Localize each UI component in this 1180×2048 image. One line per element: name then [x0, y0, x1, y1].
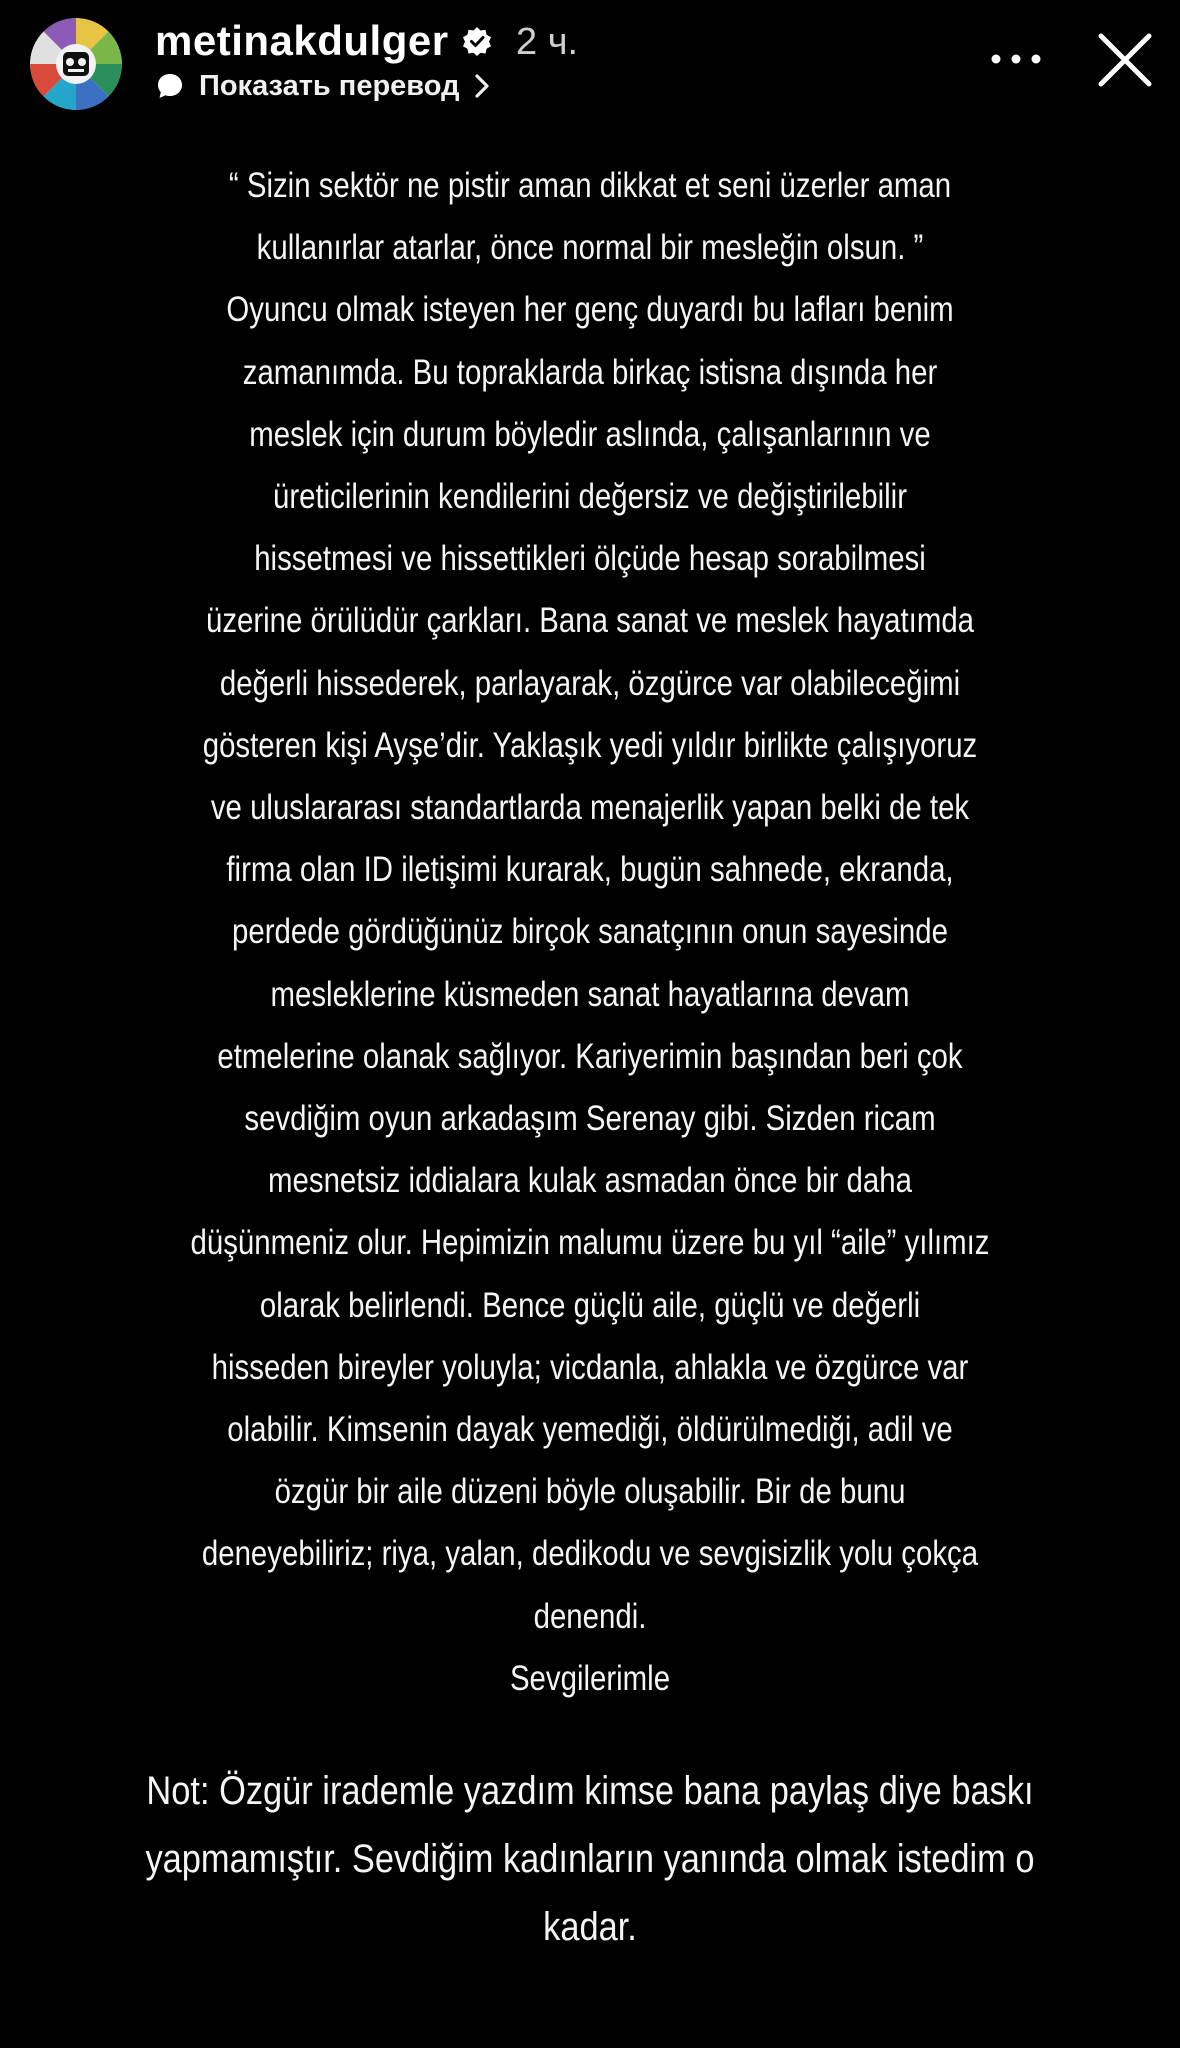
more-dots-icon[interactable] — [988, 45, 1044, 73]
story-header — [0, 0, 1180, 130]
username[interactable]: metinakdulger — [155, 17, 449, 64]
story-text-line: meslek için durum böyledir aslında, çalışanlarının ve — [249, 414, 931, 454]
speech-bubble-icon — [155, 71, 185, 101]
story-content — [0, 155, 1180, 1710]
story-text-line: mesnetsiz iddialara kulak asmadan önce bir daha — [268, 1161, 912, 1201]
story-text-line: denendi. — [533, 1596, 647, 1636]
story-signoff: Sevgilerimle — [509, 1658, 671, 1698]
close-icon[interactable] — [1095, 30, 1155, 90]
story-text — [187, 155, 993, 1710]
story-text-line: kullanırlar atarlar, önce normal bir mesleğin olsun. ” — [256, 228, 924, 268]
note-text-line: yapmamıştır. Sevdiğim kadınların yanında olmak istedim o — [145, 1837, 1035, 1881]
story-text-line: “ Sizin sektör ne pistir aman dikkat et seni üzerler aman — [228, 166, 952, 205]
story-text-line: zamanımda. Bu topraklarda birkaç istisna dışında her — [242, 352, 938, 392]
show-translation-label: Показать перевод — [199, 70, 460, 102]
story-text-line: ve uluslararası standartlarda menajerlik yapan belki de tek — [210, 788, 970, 828]
story-text-line: hisseden bireyler yoluyla; vicdanla, ahlakla ve özgürce var — [211, 1347, 969, 1387]
story-note — [0, 1757, 1180, 1961]
chevron-right-icon — [473, 73, 491, 99]
post-time: 2 ч. — [516, 21, 579, 63]
verified-badge-icon — [462, 26, 492, 56]
story-text-line: mesleklerine küsmeden sanat hayatlarına devam — [270, 974, 910, 1014]
story-text-line: gösteren kişi Ayşe’dir. Yaklaşık yedi yıldır birlikte çalışıyoruz — [202, 725, 978, 765]
story-text-line: özgür bir aile düzeni böyle oluşabilir. Bir de bunu — [274, 1472, 906, 1512]
show-translation-button[interactable] — [155, 66, 491, 106]
story-text-line: olabilir. Kimsenin dayak yemediği, öldürülmediği, adil ve — [227, 1410, 953, 1450]
story-text-line: olarak belirlendi. Bence güçlü aile, güçlü ve değerli — [259, 1285, 921, 1325]
avatar[interactable] — [30, 18, 122, 110]
story-text-line: hissetmesi ve hissettikleri ölçüde hesap sorabilmesi — [254, 539, 926, 579]
story-text-line: Oyuncu olmak isteyen her genç duyardı bu lafları benim — [226, 290, 954, 330]
note-text-line: Not: Özgür irademle yazdım kimse bana paylaş diye baskı — [146, 1769, 1034, 1813]
story-text-line: değerli hissederek, parlayarak, özgürce var olabileceğimi — [219, 663, 961, 703]
story-text-line: üzerine örülüdür çarkları. Bana sanat ve meslek hayatımda — [205, 601, 975, 641]
story-text-line: deneyebiliriz; riya, yalan, dedikodu ve sevgisizlik yolu çokça — [201, 1534, 979, 1574]
story-text-line: düşünmeniz olur. Hepimizin malumu üzere bu yıl “aile” yılımız — [190, 1223, 990, 1263]
note-text-line: kadar. — [543, 1905, 637, 1949]
story-text-line: üreticilerinin kendilerini değersiz ve değiştirilebilir — [272, 477, 908, 517]
story-text-line: firma olan ID iletişimi kurarak, bugün sahnede, ekranda, — [226, 850, 954, 890]
story-text-line: sevdiğim oyun arkadaşım Serenay gibi. Sizden ricam — [244, 1099, 936, 1139]
story-text-line: perdede gördüğünüz birçok sanatçının onun sayesinde — [232, 912, 948, 952]
story-text-line: etmelerine olanak sağlıyor. Kariyerimin başından beri çok — [217, 1036, 963, 1076]
